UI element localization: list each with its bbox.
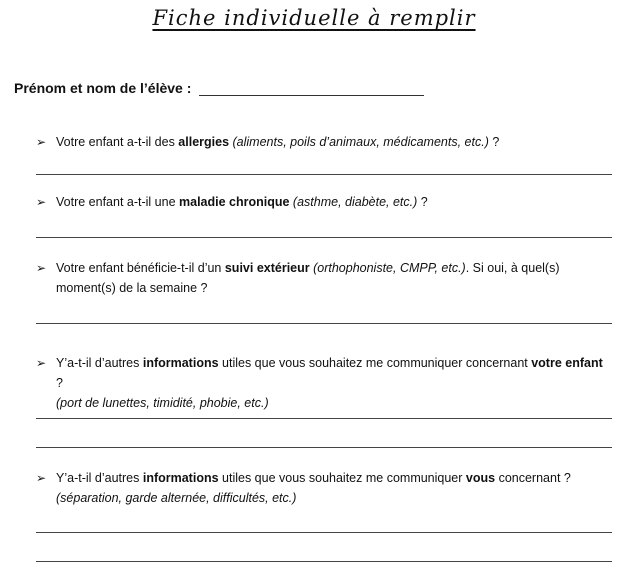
arrow-bullet-icon: ➢ — [36, 261, 47, 275]
answer-line[interactable] — [36, 447, 612, 448]
question-examples: (port de lunettes, timidité, phobie, etc.) — [56, 396, 269, 410]
page-title: Fiche individuelle à remplir — [152, 6, 476, 30]
arrow-bullet-icon: ➢ — [36, 356, 47, 370]
question-text: Y’a-t-il d’autres — [56, 356, 143, 370]
question-text: ? — [56, 376, 63, 390]
answer-line[interactable] — [36, 323, 612, 324]
answer-line[interactable] — [36, 561, 612, 562]
student-name-blank[interactable] — [199, 81, 424, 96]
student-name-row — [14, 80, 424, 96]
question-text: Votre enfant a-t-il des — [56, 135, 179, 149]
question-text: utiles que vous souhaitez me communiquer — [218, 471, 466, 485]
question-keyword: votre enfant — [531, 356, 603, 370]
arrow-bullet-icon: ➢ — [36, 195, 47, 209]
question-external-follow-up — [36, 258, 612, 298]
question-chronic-disease — [36, 192, 612, 212]
question-text: Votre enfant bénéficie-t-il d’un — [56, 261, 225, 275]
question-text: concernant ? — [495, 471, 571, 485]
question-examples: (séparation, garde alternée, difficultés, etc.) — [56, 491, 297, 505]
question-text: Votre enfant a-t-il une — [56, 195, 179, 209]
question-parent-info — [36, 468, 612, 508]
question-keyword: allergies — [178, 135, 230, 149]
question-examples: (aliments, poils d’animaux, médicaments, etc.) — [229, 135, 489, 149]
question-keyword: maladie chronique — [179, 195, 290, 209]
arrow-bullet-icon: ➢ — [36, 135, 47, 149]
question-keyword: informations — [142, 356, 219, 370]
question-text: Y’a-t-il d’autres — [56, 471, 143, 485]
arrow-bullet-icon: ➢ — [36, 471, 47, 485]
question-text: ? — [417, 195, 428, 209]
answer-line[interactable] — [36, 532, 612, 533]
answer-line[interactable] — [36, 237, 612, 238]
question-child-info — [36, 353, 612, 413]
question-examples: (asthme, diabète, etc.) — [289, 195, 418, 209]
question-keyword: vous — [465, 471, 496, 485]
question-examples: (orthophoniste, CMPP, etc.) — [309, 261, 466, 275]
question-text: ? — [488, 135, 500, 149]
question-keyword: informations — [142, 471, 219, 485]
answer-line[interactable] — [36, 418, 612, 419]
question-text: utiles que vous souhaitez me communiquer concernant — [218, 356, 532, 370]
answer-line[interactable] — [36, 174, 612, 175]
student-name-label: Prénom et nom de l’élève : — [14, 80, 192, 96]
question-allergies — [36, 132, 612, 152]
question-keyword: suivi extérieur — [224, 261, 310, 275]
question-text: . Si oui, à quel(s) moment(s) de la semaine ? — [56, 261, 560, 295]
